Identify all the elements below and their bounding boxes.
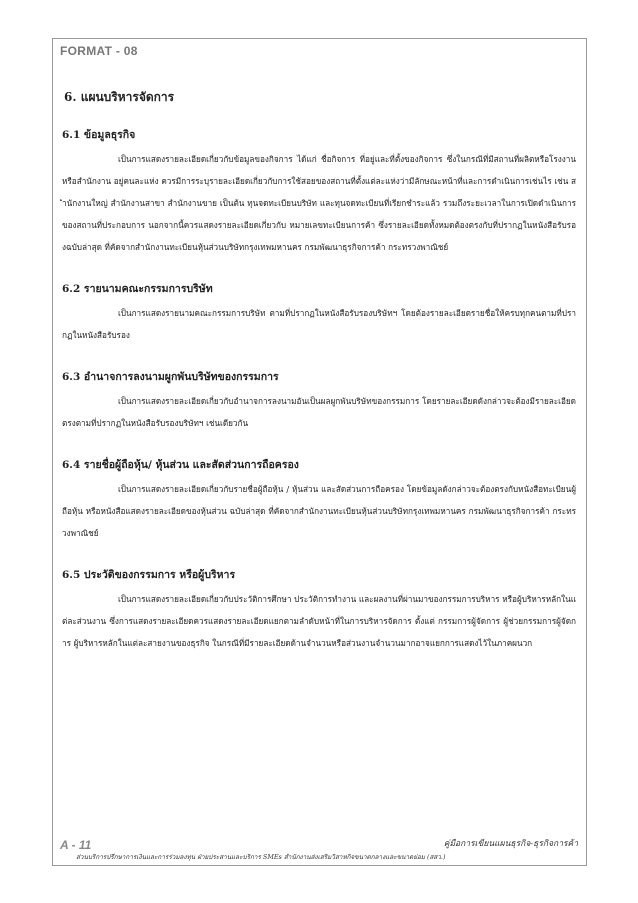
section-heading: 6.1 ข้อมูลธุรกิจ — [62, 129, 136, 141]
footer-subtitle: ส่วนบริการปรึกษาการเงินและการร่วมลงทุน ฝ่ายประสานและบริการ SMEs สำนักงานส่งเสริมวิสาหกิจขนาดกลางและขนาดย่อม (สสว.) — [76, 853, 446, 861]
format-label: FORMAT - 08 — [60, 44, 138, 58]
document-title: 6. แผนบริหารจัดการ — [64, 90, 175, 104]
section-executive-profiles — [62, 566, 576, 654]
section-board-members — [62, 280, 576, 346]
section-heading: 6.5 ประวัติของกรรมการ หรือผู้บริหาร — [62, 569, 236, 581]
section-shareholders — [62, 456, 576, 544]
manual-title: คู่มือการเขียนแผนธุรกิจ-ธุรกิจการค้า — [443, 839, 578, 849]
page-number: A - 11 — [60, 838, 92, 852]
section-body: เป็นการแสดงรายนามคณะกรรมการบริษัท ตามที่ปรากฏในหนังสือรับรองบริษัทฯ โดยต้องรายละเอียดรายชื่อให้ครบทุกคนตามที่ปรากฏในหนังสือรับรอง — [62, 308, 576, 340]
section-body: เป็นการแสดงรายละเอียดเกี่ยวกับประวัติการศึกษา ประวัติการทำงาน และผลงานที่ผ่านมาของกรรมการบริหาร หรือผู้บริหารหลักในแต่ละส่วนงาน ซึ่งการแสดงรายละเอียดควรแสดงรายละเอียดแยกตามลำดับหน้าที่ในการบริหารจัดการ ตั้งแต่ กรรมการผู้จัดการ ผู้ช่วยกรรมการผู้จัดการ ผู้บริหารหลักในแต่ละสายงานของธุรกิจ ในกรณีที่มีรายละเอียดด้านจำนวนหรือส่วนงานจำนวนมากอาจแยกการแสดงไว้ในภาคผนวก — [62, 594, 576, 648]
section-signing-authority — [62, 368, 576, 434]
section-body: เป็นการแสดงรายละเอียดเกี่ยวกับข้อมูลของกิจการ ได้แก่ ชื่อกิจการ ที่อยู่และที่ตั้งของกิจการ ซึ่งในกรณีที่มีสถานที่ผลิตหรือโรงงาน หรือสำนักงาน อยู่คนละแห่ง ควรมีการระบุรายละเอียดเกี่ยวกับการใช้สอยของสถานที่ตั้งแต่ละแห่งว่ามีลักษณะหน้าที่และการดำเนินการเช่นไร เช่น สำนักงานใหญ่ สำนักงานสาขา สำนักงานขาย เป็นต้น ทุนจดทะเบียนบริษัท และทุนจดทะเบียนที่เรียกชำระแล้ว รวมถึงระยะเวลาในการเปิดดำเนินการของสถานที่ประกอบการ นอกจากนี้ควรแสดงรายละเอียดเกี่ยวกับ หมายเลขทะเบียนการค้า ซึ่งรายละเอียดทั้งหมดต้องตรงกับที่ปรากฏในหนังสือรับรองฉบับล่าสุด ที่คัดจากสำนักงานทะเบียนหุ้นส่วนบริษัทกรุงเทพมหานคร กรมพัฒนาธุรกิจการค้า กระทรวงพาณิชย์ — [62, 154, 576, 252]
section-heading: 6.3 อำนาจการลงนามผูกพันบริษัทของกรรมการ — [62, 371, 279, 383]
document-content — [62, 88, 576, 654]
section-heading: 6.2 รายนามคณะกรรมการบริษัท — [62, 283, 213, 295]
section-heading: 6.4 รายชื่อผู้ถือหุ้น/ หุ้นส่วน และสัดส่วนการถือครอง — [62, 459, 299, 471]
section-body: เป็นการแสดงรายละเอียดเกี่ยวกับรายชื่อผู้ถือหุ้น / หุ้นส่วน และสัดส่วนการถือครอง โดยข้อมูลดังกล่าวจะต้องตรงกับหนังสือทะเบียนผู้ถือหุ้น หรือหนังสือแสดงรายละเอียดของหุ้นส่วน ฉบับล่าสุด ที่คัดจากสำนักงานทะเบียนหุ้นส่วนบริษัทกรุงเทพมหานคร กรมพัฒนาธุรกิจการค้า กระทรวงพาณิชย์ — [62, 484, 576, 538]
section-body: เป็นการแสดงรายละเอียดเกี่ยวกับอำนาจการลงนามอันเป็นผลผูกพันบริษัทของกรรมการ โดยรายละเอียดดังกล่าวจะต้องมีรายละเอียดตรงตามที่ปรากฏในหนังสือรับรองบริษัทฯ เช่นเดียวกัน — [62, 396, 576, 428]
section-business-info — [62, 126, 576, 258]
